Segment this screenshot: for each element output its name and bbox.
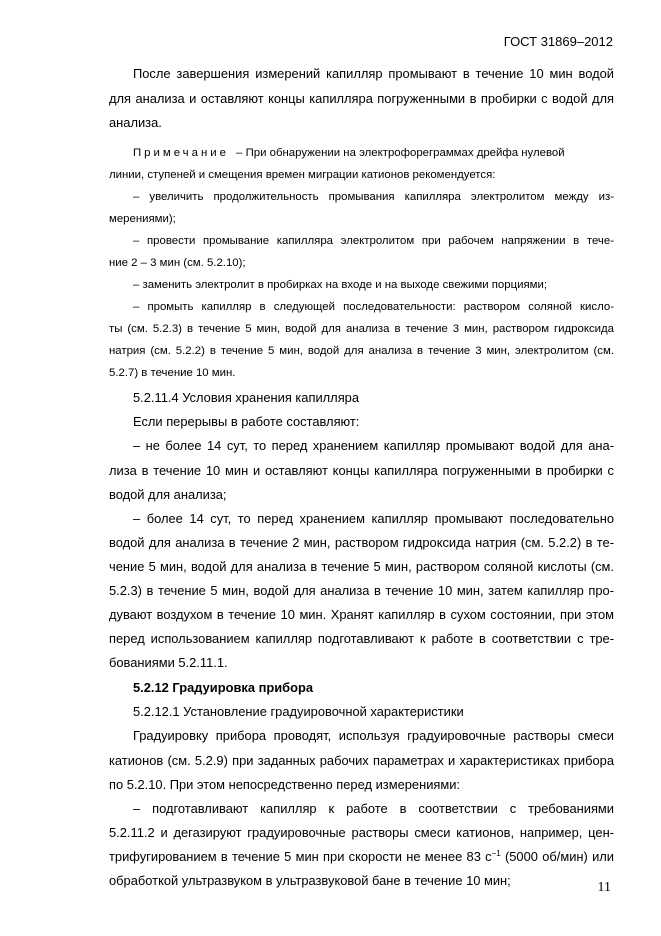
list-item-line: – не более 14 сут, то перед хранением капилляр промывают водой для ана- [133,438,614,453]
note-line: ние 2 – 3 мин (см. 5.2.10); [109,257,246,269]
section-heading: 5.2.12 Градуировка прибора [133,680,314,695]
note-heading [133,148,565,159]
note-line: 5.2.7) в течение 10 мин. [109,367,236,379]
note-line: ты (см. 5.2.3) в течение 5 мин, водой для анализа в течение 3 мин, раствором гидроксида [109,323,614,335]
note-text: – При обнаружении на электрофореграммах дрейфа нулевой [236,147,565,159]
text-segment: трифугированием в течение 5 мин при скорости не менее 83 с [109,849,492,864]
paragraph-line [109,851,614,864]
list-item-line: бованиями 5.2.11.1. [109,655,228,670]
subsection-heading: 5.2.12.1 Установление градуировочной характеристики [133,704,464,719]
paragraph-line: Если перерывы в работе составляют: [133,414,360,429]
list-item-line: лиза в течение 10 мин и оставляют концы капилляра погруженными в пробирки с [109,463,614,478]
note-line: линии, ступеней и смещения времен миграции катионов рекомендуется: [109,169,496,181]
list-item-line: – более 14 сут, то перед хранением капилляр промывают последовательно [133,511,614,526]
paragraph-line: 5.2.11.2 и дегазируют градуировочные растворы смеси катионов, например, цен- [109,825,614,840]
text-segment: (5000 об/мин) или [500,849,614,864]
list-item-line: чение 5 мин, водой для анализа в течение 5 мин, раствором соляной кислоты (см. [109,559,614,574]
note-line: – увеличить продолжительность промывания капилляра электролитом между из- [133,191,614,203]
list-item-line: перед использованием капилляр подготавливают к работе в соответствии с тре- [109,631,614,646]
paragraph-line: Градуировку прибора проводят, используя градуировочные растворы смеси [133,728,614,743]
section-heading: 5.2.11.4 Условия хранения капилляра [133,390,360,405]
superscript: −1 [491,849,501,858]
note-line: натрия (см. 5.2.2) в течение 5 мин, водой для анализа в течение 3 мин, электролитом (см. [109,345,614,357]
note-line: – заменить электролит в пробирках на входе и на выходе свежими порциями; [133,279,547,291]
list-item-line: дувают воздухом в течение 10 мин. Хранят капилляр в сухом состоянии, при этом [109,607,614,622]
paragraph-line: для анализа и оставляют концы капилляра погруженными в пробирки с водой для [109,91,614,106]
document-header: ГОСТ 31869–2012 [503,34,613,49]
paragraph-line: катионов (см. 5.2.9) при заданных рабочих параметрах и характеристиках прибора [109,753,614,768]
page-number: 11 [597,880,611,895]
note-line: – промыть капилляр в следующей последовательности: раствором соляной кисло- [133,301,614,313]
paragraph-line: обработкой ультразвуком в ультразвуковой бане в течение 10 мин; [109,873,511,888]
paragraph-line: по 5.2.10. При этом непосредственно перед измерениями: [109,777,461,792]
list-item-line: водой для анализа в течение 2 мин, раствором гидроксида натрия (см. 5.2.2) в те- [109,535,614,550]
paragraph-line: анализа. [109,115,162,130]
paragraph-line: – подготавливают капилляр к работе в соответствии с требованиями [133,801,614,816]
list-item-line: водой для анализа; [109,487,227,502]
note-line: – провести промывание капилляра электролитом при рабочем напряжении в тече- [133,235,614,247]
paragraph-line: После завершения измерений капилляр промывают в течение 10 мин водой [133,66,614,81]
list-item-line: 5.2.3) в течение 5 мин, водой для анализа в течение 10 мин, затем капилляр про- [109,583,614,598]
note-line: мерениями); [109,213,176,225]
note-label: Примечание [133,147,229,159]
